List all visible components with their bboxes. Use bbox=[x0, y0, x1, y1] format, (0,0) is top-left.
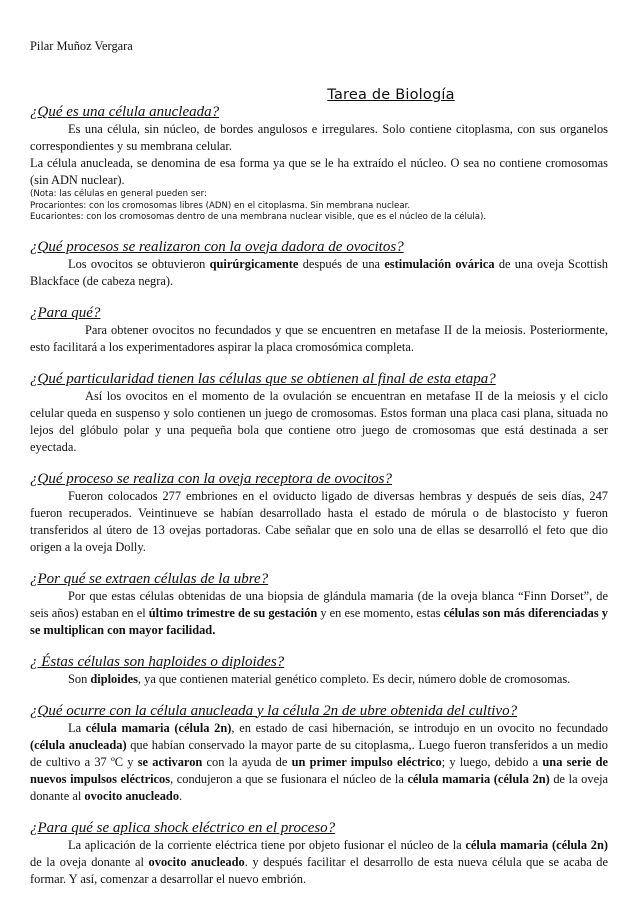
section-electric-shock bbox=[30, 820, 608, 888]
paragraph: La célula anucleada, se denomina de esa forma ya que se le ha extraído el núcleo. O sea no contiene cromosomas (sin ADN nuclear). bbox=[30, 156, 608, 187]
section-donor-sheep bbox=[30, 239, 608, 290]
section-recipient-sheep bbox=[30, 471, 608, 556]
paragraph: La célula mamaria (célula 2n), en estado de casi hibernación, se introdujo en un ovocito no fecundado (célula anucleada) que habían conservado la mayor parte de su citoplasma,. Luego fueron transferidos a un medio de cultivo a 37 ºC y se activaron con la ayuda de un primer impulso eléctrico; y luego, debido a una serie de nuevos impulsos eléctricos, condujeron a que se fusionara el núcleo de la célula mamaria (célula 2n) de la oveja donante al ovocito anucleado. bbox=[30, 720, 609, 803]
section-anucleated-cell bbox=[30, 104, 608, 224]
question-heading: ¿Para qué se aplica shock eléctrico en el proceso? bbox=[30, 819, 336, 836]
page-title: Tarea de Biología bbox=[327, 87, 455, 103]
question-heading: ¿Por qué se extraen células de la ubre? bbox=[30, 570, 269, 587]
paragraph-text: Es una célula, sin núcleo, de bordes angulosos e irregulares. Solo contiene citoplasma, con sus organelos correspondientes y su membrana celular. bbox=[30, 122, 608, 153]
question-heading: ¿Para qué? bbox=[30, 304, 101, 321]
question-heading: ¿Qué proceso se realiza con la oveja receptora de ovocitos? bbox=[30, 470, 392, 487]
paragraph: Fueron colocados 277 embriones en el oviducto ligado de diversas hembras y después de seis días, 247 fueron recuperados. Veintinueve se habían desarrollado hasta el estado de mórula o de blastocisto y fueron transferidos al útero de 13 ovejas portadoras. Cabe señalar que en solo una de ellas se desarrolló el feto que dio origen a la oveja Dolly. bbox=[30, 488, 608, 554]
paragraph: Los ovocitos se obtuvieron quirúrgicamente después de una estimulación ovárica de una oveja Scottish Blackface (de cabeza negra). bbox=[30, 256, 608, 288]
paragraph: Son diploides, ya que contienen material genético completo. Es decir, número doble de cromosomas. bbox=[68, 671, 571, 686]
section-haploid-diploid bbox=[30, 654, 608, 688]
paragraph: Así los ovocitos en el momento de la ovulación se encuentran en metafase II de la meiosis y el ciclo celular queda en suspenso y solo contienen un juego de cromosomas. Estos forman una placa casi plana, situada no lejos del glóbulo polar y una pequeña bola que contiene otro juego de cromosomas que está destinada a ser eyectada. bbox=[30, 388, 608, 454]
note-line: Procariontes: con los cromosomas libres (ADN) en el citoplasma. Sin membrana nuclear. bbox=[30, 200, 411, 211]
section-cell-fusion bbox=[30, 703, 608, 805]
question-heading: ¿Qué ocurre con la célula anucleada y la célula 2n de ubre obtenida del cultivo? bbox=[30, 702, 518, 719]
note-line: (Nota: las células en general pueden ser: bbox=[30, 189, 207, 199]
title-wrap bbox=[30, 87, 608, 104]
paragraph: La aplicación de la corriente eléctrica tiene por objeto fusionar el núcleo de la célula mamaria (célula 2n) de la oveja donante al ovocito anucleado. y después facilitar el desarrollo de esta nueva célula que se acaba de formar. Y así, comenzar a desarrollar el nuevo embrión. bbox=[30, 837, 608, 886]
author-name: Pilar Muñoz Vergara bbox=[30, 39, 133, 53]
paragraph: Por que estas células obtenidas de una biopsia de glándula mamaria (de la oveja blanca “Finn Dorset”, de seis años) estaban en el último trimestre de su gestación y en ese momento, estas células son más diferenciadas y se multiplican con mayor facilidad. bbox=[30, 588, 608, 637]
question-heading: ¿Qué particularidad tienen las células que se obtienen al final de esta etapa? bbox=[30, 370, 496, 387]
question-heading: ¿Qué es una célula anucleada? bbox=[30, 104, 220, 120]
section-purpose bbox=[30, 305, 608, 356]
note-line: Eucariontes: con los cromosomas dentro de una membrana nuclear visible, que es el núcleo de la célula). bbox=[30, 212, 487, 222]
section-udder-cells bbox=[30, 571, 608, 639]
question-heading: ¿ Éstas células son haploides o diploides? bbox=[30, 653, 285, 670]
section-particularity bbox=[30, 371, 608, 456]
paragraph bbox=[30, 121, 608, 155]
question-heading: ¿Qué procesos se realizaron con la oveja dadora de ovocitos? bbox=[30, 238, 404, 255]
paragraph: Para obtener ovocitos no fecundados y que se encuentren en metafase II de la meiosis. Posteriormente, esto facilitará a los experimentadores aspirar la placa cromosómica completa. bbox=[30, 322, 608, 354]
